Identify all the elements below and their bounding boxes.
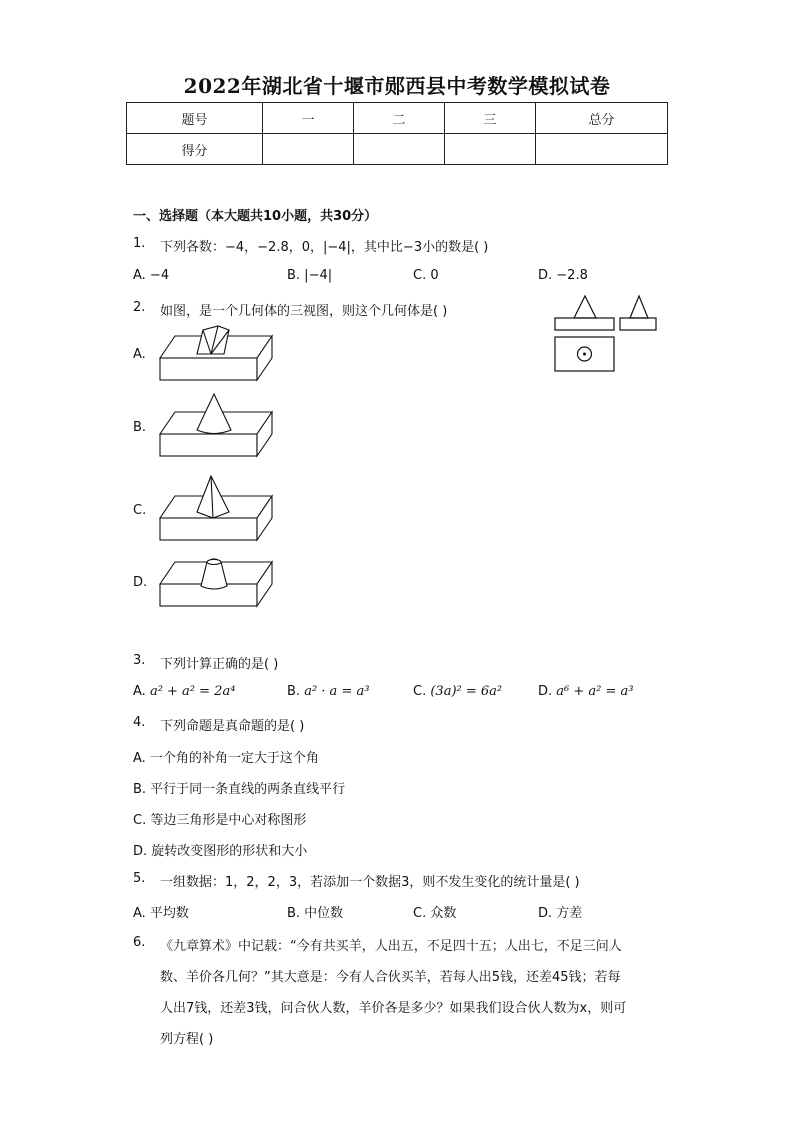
side-view-base: [620, 318, 656, 330]
score-input-cell: [445, 134, 536, 165]
option-c: C. 众数: [413, 906, 457, 921]
three-view-figure: [550, 292, 662, 376]
option-a: A.: [133, 347, 146, 362]
option-b: B. 平行于同一条直线的两条直线平行: [133, 782, 346, 797]
score-table-cell: 题号: [127, 103, 263, 134]
side-view-triangle: [630, 296, 648, 318]
option-c-figure: [155, 470, 277, 544]
score-table: [126, 102, 668, 165]
option-letter: D.: [538, 684, 553, 699]
option-a: A. 平均数: [133, 906, 189, 921]
question-number: 2.: [133, 300, 146, 315]
front-view-base: [555, 318, 614, 330]
option-b: B.: [133, 420, 147, 435]
option-expression: a² · a = a³: [304, 684, 370, 699]
question-number: 4.: [133, 715, 146, 730]
score-table-cell: 二: [354, 103, 445, 134]
option-b: B. 中位数: [287, 906, 344, 921]
option-b: [287, 684, 369, 699]
option-expression: a² + a² = 2a⁴: [149, 684, 236, 699]
section-heading: 一、选择题（本大题共10小题，共30分）: [133, 209, 378, 224]
score-table-cell: 得分: [127, 134, 263, 165]
option-c: [413, 684, 502, 699]
option-c: C. 0: [413, 268, 439, 283]
score-table-header-row: [127, 103, 668, 134]
option-letter: A.: [133, 684, 146, 699]
option-d: D.: [133, 575, 148, 590]
score-table-score-row: [127, 134, 668, 165]
option-d: D. 方差: [538, 906, 583, 921]
question-stem: 一组数据：1，2，2，3，若添加一个数据3，则不发生变化的统计量是( ): [160, 875, 580, 890]
question-stem-line: 人出7钱，还差3钱，问合伙人数，羊价各是多少？如果我们设合伙人数为x，则可: [160, 1001, 627, 1016]
page-title: 2022年湖北省十堰市郧西县中考数学模拟试卷: [183, 74, 611, 98]
option-expression: (3a)² = 6a²: [430, 684, 503, 699]
question-stem: 下列计算正确的是( ): [160, 657, 279, 672]
question-stem: 如图，是一个几何体的三视图，则这个几何体是( ): [160, 304, 448, 319]
option-b: B. |−4|: [287, 268, 333, 283]
question-stem-line: 数、羊价各几何？”其大意是：今有人合伙买羊，若每人出5钱，还差45钱；若每: [160, 970, 621, 985]
score-input-cell: [263, 134, 354, 165]
option-a: [133, 684, 235, 699]
option-a: A. 一个角的补角一定大于这个角: [133, 751, 319, 766]
question-stem: 下列各数：−4，−2.8，0，|−4|，其中比−3小的数是( ): [160, 240, 489, 255]
option-a: A. −4: [133, 268, 170, 283]
option-d: D. 旋转改变图形的形状和大小: [133, 844, 308, 859]
question-number: 1.: [133, 236, 146, 251]
score-input-cell: [354, 134, 445, 165]
score-input-cell: [536, 134, 668, 165]
question-number: 3.: [133, 653, 146, 668]
option-letter: B.: [287, 684, 301, 699]
option-d-figure: [155, 552, 277, 612]
option-c: C. 等边三角形是中心对称图形: [133, 813, 307, 828]
front-view-triangle: [574, 296, 596, 318]
question-number: 6.: [133, 935, 146, 950]
option-letter: C.: [413, 684, 427, 699]
score-table-cell: 一: [263, 103, 354, 134]
option-d: D. −2.8: [538, 268, 588, 283]
score-table-cell: 总分: [536, 103, 668, 134]
option-expression: a⁶ + a² = a³: [556, 684, 634, 699]
question-number: 5.: [133, 871, 146, 886]
score-table-cell: 三: [445, 103, 536, 134]
option-b-figure: [155, 390, 277, 460]
option-d: [538, 684, 634, 699]
question-stem-line: 列方程( ): [160, 1032, 214, 1047]
option-a-figure: [155, 322, 277, 384]
option-c: C.: [133, 503, 147, 518]
top-view-center-dot: [583, 353, 586, 356]
question-stem: 下列命题是真命题的是( ): [160, 719, 305, 734]
question-stem-line: 《九章算术》中记载：“今有共买羊，人出五，不足四十五；人出七，不足三问人: [160, 939, 622, 954]
